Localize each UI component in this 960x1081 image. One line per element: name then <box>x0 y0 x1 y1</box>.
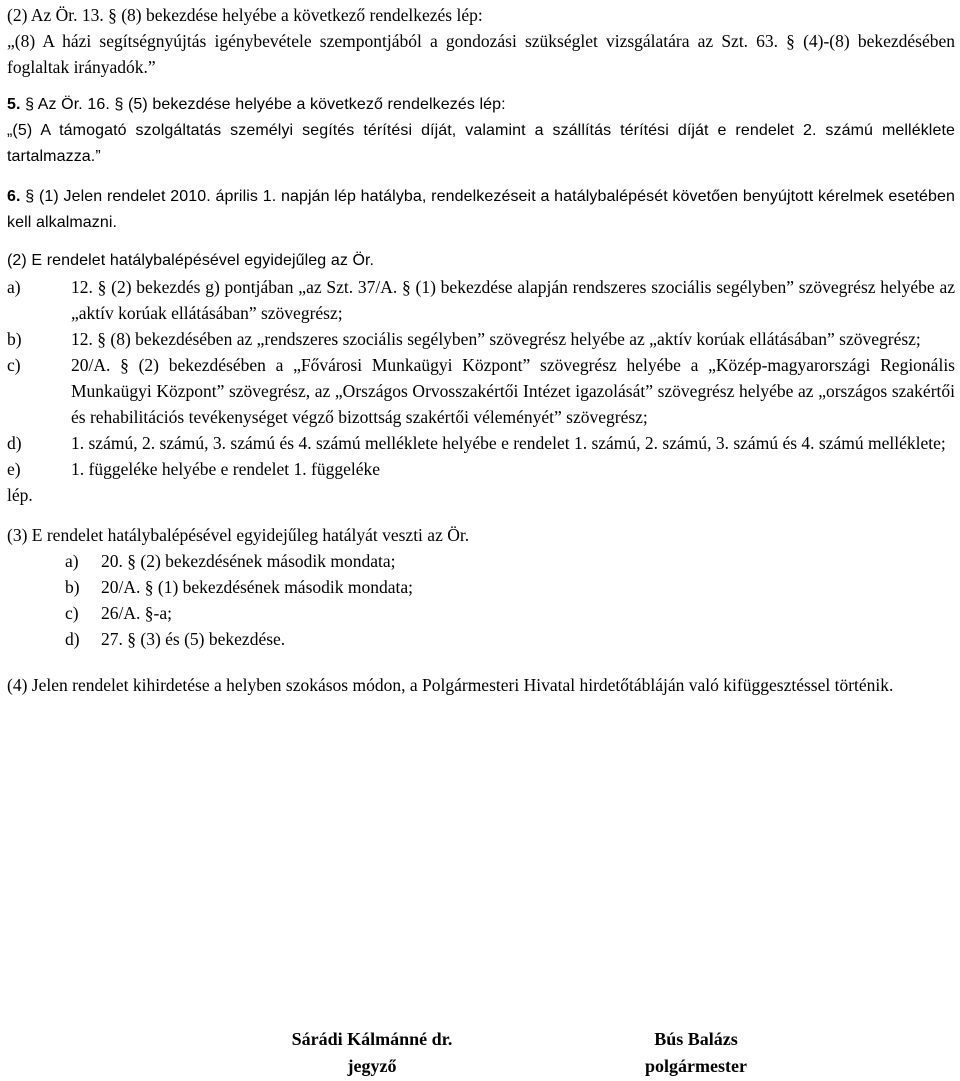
list-item <box>7 352 955 430</box>
signature-title: polgármester <box>645 1056 747 1076</box>
list-item-label: b) <box>7 329 22 349</box>
list-item <box>7 326 955 352</box>
list-item-label: e) <box>7 459 21 479</box>
list-item-text: 20. § (2) bekezdésének második mondata; <box>101 551 396 571</box>
section-5-number: 5. <box>7 96 21 113</box>
list-item-label: d) <box>65 629 80 649</box>
list-item-text: 27. § (3) és (5) bekezdése. <box>101 629 286 649</box>
list-item <box>65 626 955 652</box>
signature-name: Sárádi Kálmánné dr. <box>291 1029 453 1049</box>
amendment-paragraph-2-intro: (2) Az Ör. 13. § (8) bekezdése helyébe a következő rendelkezés lép: <box>7 5 483 25</box>
list-item-label: c) <box>7 355 21 375</box>
paragraph-3-list <box>65 548 955 652</box>
section-6-paragraph-4: (4) Jelen rendelet kihirdetése a helyben szokásos módon, a Polgármesteri Hivatal hirdetőtábláján való kifüggesztéssel történik. <box>7 675 894 695</box>
list-item-text: 1. függeléke helyébe e rendelet 1. függeléke <box>71 459 381 479</box>
list-item-label: a) <box>7 277 21 297</box>
list-item-text: 12. § (8) bekezdésében az „rendszeres szociális segélyben” szövegrész helyébe az „aktív korúak ellátásában” szövegrész; <box>71 329 921 349</box>
paragraph-2-list <box>7 274 955 482</box>
amendment-paragraph-2-text: „(8) A házi segítségnyújtás igénybevétele szempontjából a gondozási szükséglet vizsgálatára az Szt. 63. § (4)-(8) bekezdésében foglaltak irányadók.” <box>7 31 955 77</box>
list-item-text: 20/A. § (2) bekezdésében a „Fővárosi Munkaügyi Központ” szövegrész helyébe a „Közép-magyarországi Regionális Munkaügyi Központ” szövegrész, az „Országos Orvosszakértői Intézet igazolását” szövegrész helyébe az „országos szakértői és rehabilitációs tevékenységet végző bizottság szakértői véleményét” szövegrész; <box>71 355 955 427</box>
list-item-text: 12. § (2) bekezdés g) pontjában „az Szt. 37/A. § (1) bekezdése alapján rendszeres szociális segélyben” szövegrész helyébe az „aktív korúak ellátásában” szövegrész; <box>71 277 955 323</box>
signature-title: jegyző <box>347 1056 397 1076</box>
section-5-intro-text: § Az Ör. 16. § (5) bekezdése helyébe a következő rendelkezés lép: <box>25 96 506 113</box>
section-6-number: 6. <box>7 188 21 205</box>
list-item-label: b) <box>65 577 80 597</box>
list-item-text: 26/A. §-a; <box>101 603 172 623</box>
paragraph-2-ending: lép. <box>7 485 33 505</box>
section-5-text: „(5) A támogató szolgáltatás személyi segítés térítési díját, valamint a szállítás térítési díját e rendelet 2. számú melléklete tartalmazza.” <box>7 122 955 165</box>
list-item <box>65 600 955 626</box>
signature-block-notary <box>266 1026 478 1080</box>
list-item-label: a) <box>65 551 79 571</box>
list-item <box>7 274 955 326</box>
section-6-paragraph-1 <box>7 184 955 236</box>
list-item-label: d) <box>7 433 22 453</box>
document-page <box>7 2 955 698</box>
list-item <box>65 548 955 574</box>
list-item-text: 20/A. § (1) bekezdésének második mondata; <box>101 577 413 597</box>
signature-name: Bús Balázs <box>654 1029 738 1049</box>
list-item-text: 1. számú, 2. számú, 3. számú és 4. számú melléklete helyébe e rendelet 1. számú, 2. számú, 3. számú és 4. számú melléklete; <box>71 433 946 453</box>
list-item <box>7 456 955 482</box>
list-item <box>7 430 955 456</box>
list-item-label: c) <box>65 603 79 623</box>
section-5-intro <box>7 92 955 118</box>
section-6-paragraph-2: (2) E rendelet hatálybalépésével egyidejűleg az Ör. <box>7 252 375 269</box>
section-6-paragraph-1-text: § (1) Jelen rendelet 2010. április 1. napján lép hatályba, rendelkezéseit a hatálybalépését követően benyújtott kérelmek esetében kell alkalmazni. <box>7 188 955 231</box>
list-item <box>65 574 955 600</box>
signature-block-mayor <box>622 1026 770 1080</box>
section-6-paragraph-3: (3) E rendelet hatálybalépésével egyidejűleg hatályát veszti az Ör. <box>7 525 470 545</box>
